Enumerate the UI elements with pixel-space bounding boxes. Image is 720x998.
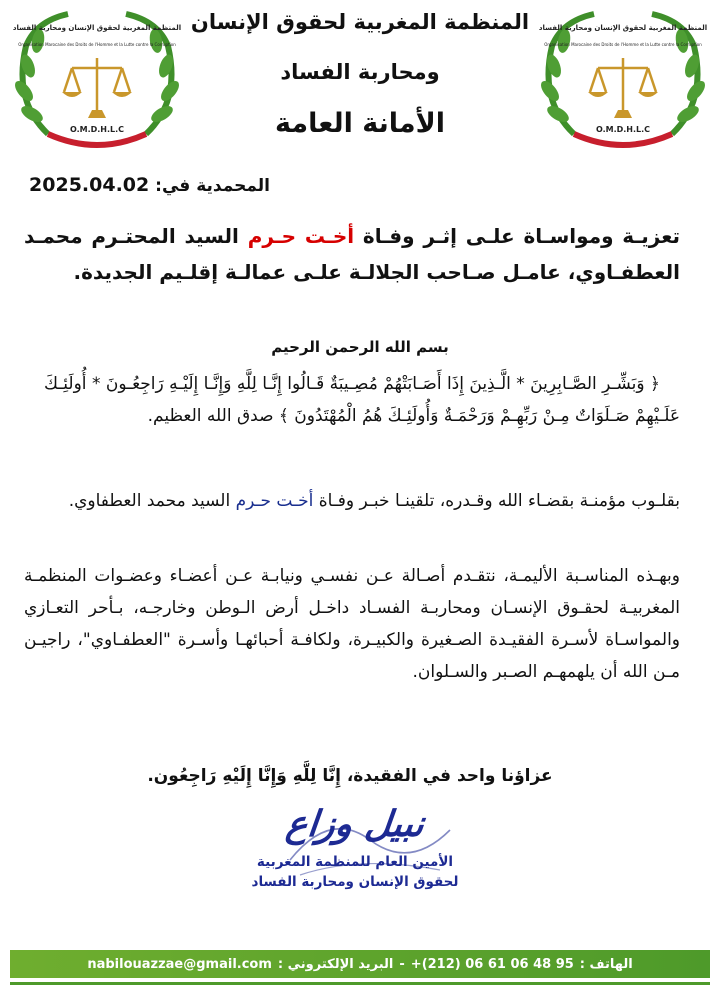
basmala: بسم الله الرحمن الرحيم <box>271 338 449 356</box>
quran-verse: ﴿ وَبَشِّـرِ الصَّـابِرِينَ * الَّـذِينَ إِذَا أَصَـابَتْهُمْ مُصِـيبَةٌ قَـالُوا إِنَّـا لِلَّهِ وَإِنَّـا إِلَيْـهِ رَاجِعُـونَ * أُولَئِـكَ عَلَـيْهِمْ صَـلَوَاتٌ مِـنْ رَبِّهِـمْ وَرَحْمَـةٌ وَأُولَئِـكَ هُمُ الْمُهْتَدُونَ ﴾ صدق الله العظيم. <box>43 374 680 426</box>
organization-name-line2: ومحاربة الفساد <box>280 60 440 84</box>
document-date <box>29 174 270 196</box>
signature-name: نبيل وزاع <box>283 804 427 845</box>
organization-logo-left <box>8 6 186 156</box>
date-value: 2025.04.02 <box>29 174 150 196</box>
date-prefix: المحمدية في: <box>155 176 270 196</box>
paragraph1-highlight: أخـت حـرم <box>235 491 314 511</box>
organization-name: المنظمة المغربية لحقوق الإنسان <box>190 10 530 34</box>
phone-label: الهاتف : <box>579 956 633 972</box>
logo-acronym: O.M.D.H.L.C <box>595 125 651 134</box>
signature-title-line2: لحقوق الإنسان ومحاربة الفساد <box>251 874 459 890</box>
condolence-paragraph-1 <box>24 482 680 520</box>
email-label: البريد الإلكتروني : <box>277 956 394 972</box>
logo-arabic-name: المنظمة المغربية لحقوق الإنسان ومحاربة الفساد <box>538 24 708 32</box>
paragraph1-text: بقلـوب مؤمنـة بقضـاء الله وقـدره، تلقينـا خبـر وفـاة <box>313 491 680 511</box>
closing-line: عزاؤنا واحد في الفقيدة، إِنَّا لِلَّهِ وَإِنَّا إِلَيْهِ رَاجِعُون. <box>147 766 553 786</box>
signature-title-line1: الأمين العام للمنظمة المغربية <box>256 854 454 870</box>
email-address[interactable]: nabilouazzae@gmail.com <box>87 956 272 972</box>
logo-arabic-name: المنظمة المغربية لحقوق الإنسان ومحاربة الفساد <box>12 24 182 32</box>
footer-rule <box>10 982 710 985</box>
subject-highlight: أخـت حـرم <box>247 224 355 248</box>
signature-title <box>230 852 480 892</box>
contact-footer: الهاتف : +(212) 06 61 06 48 95 - البريد الإلكتروني : nabilouazzae@gmail.com <box>10 950 710 978</box>
logo-french-name: Organisation Marocaine des Droits de l'Homme et la Lutte contre la Corruption <box>544 42 702 47</box>
subject-text: تعزيـة ومواسـاة علـى إثـر وفـاة <box>354 224 681 248</box>
subject-text-end: السيد المحتـرم محمـد العطفـاوي، عامـل صـاحب الجلالـة علـى عمالـة إقلـيم الجديدة. <box>24 224 680 284</box>
organization-logo-right <box>534 6 712 156</box>
condolence-paragraph-2: وبهـذه المناسـبة الأليمـة، نتقـدم أصـالة عـن نفسـي ونيابـة عـن أعضـاء وعضـوات المنظمـة المغربيـة لحقـوق الإنسـان ومحاربـة الفسـاد داخـل أرض الـوطن وخارجـه، بـأحر التعـازي والمواسـاة لأسـرة الفقيـدة الصـغيرة والكبيـرة، ولكافـة أحبائهـا وأسـرة "العطفـاوي"، راجيـن مـن الله أن يلهمهـم الصـبر والسـلوان. <box>24 566 680 682</box>
logo-french-name: Organisation Marocaine des Droits de l'Homme et la Lutte contre la Corruption <box>18 42 176 47</box>
department-title: الأمانة العامة <box>275 108 445 139</box>
paragraph1-text-end: السيد محمد العطفاوي. <box>68 491 236 511</box>
subject-heading <box>24 218 680 290</box>
phone-number[interactable]: +(212) 06 61 06 48 95 <box>410 956 574 972</box>
logo-acronym: O.M.D.H.L.C <box>69 125 125 134</box>
